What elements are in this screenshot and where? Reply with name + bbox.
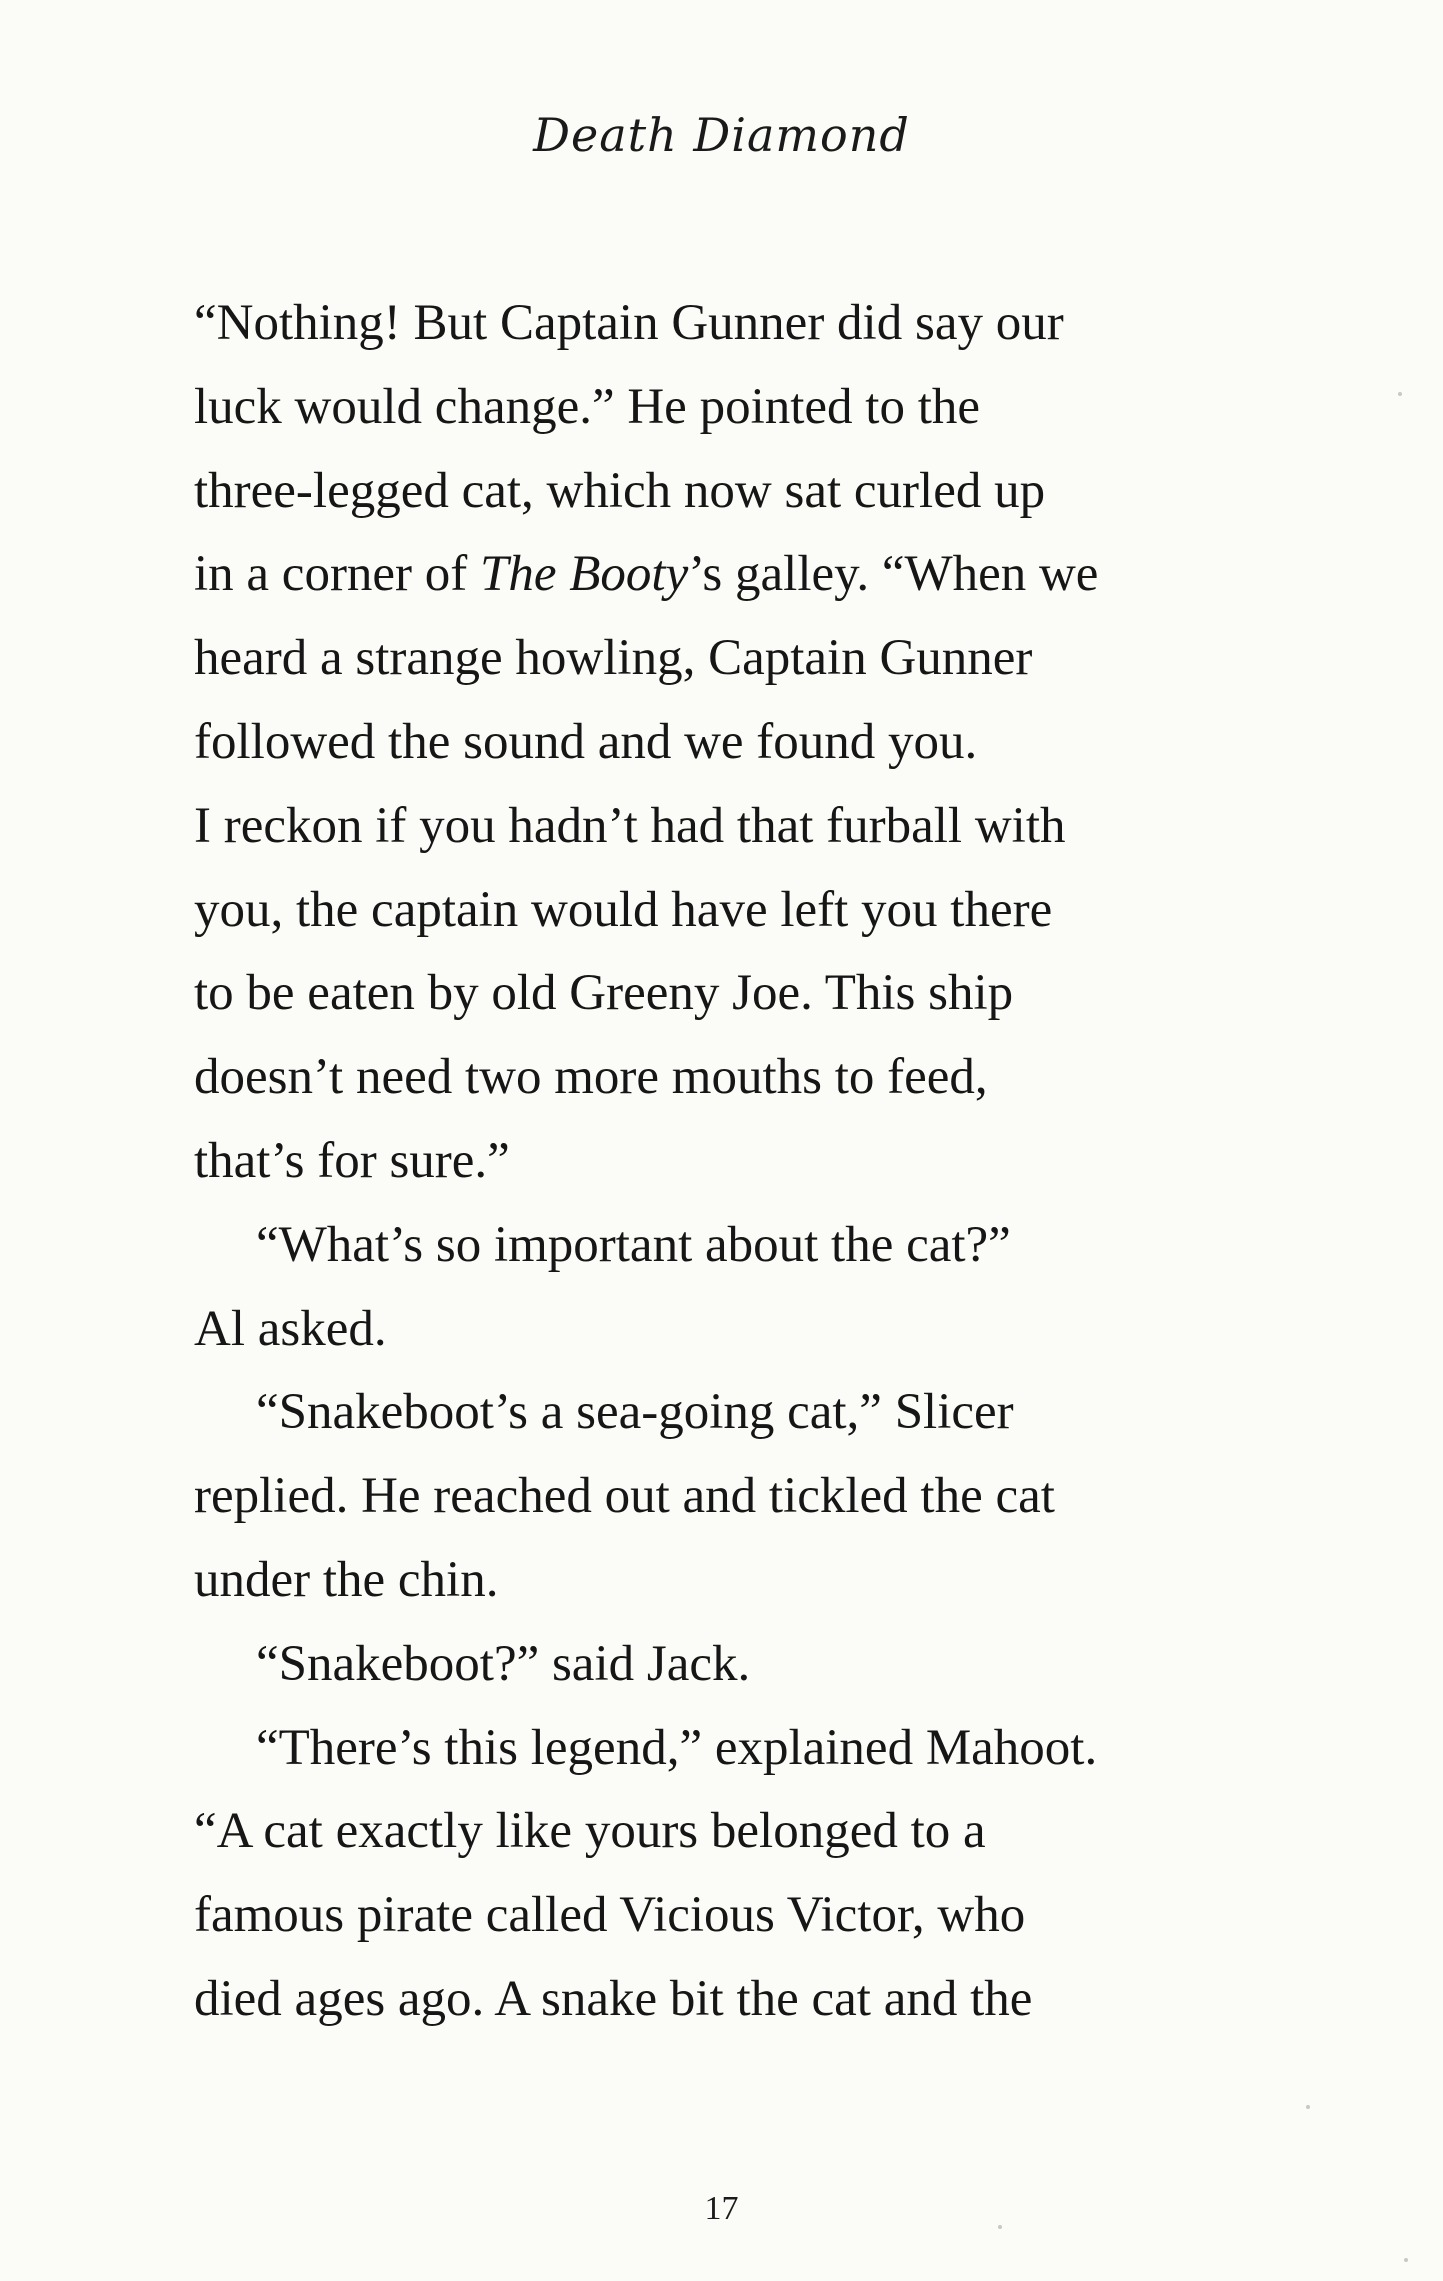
text-line: replied. He reached out and tickled the cat (194, 1468, 1055, 1525)
text-line: doesn’t need two more mouths to feed, (194, 1049, 988, 1106)
text-segment: in a corner of (194, 546, 481, 603)
text-line: “A cat exactly like yours belonged to a (194, 1803, 986, 1860)
text-line: I reckon if you hadn’t had that furball with (194, 797, 1066, 854)
text-line: you, the captain would have left you there (194, 881, 1053, 938)
text-line: Al asked. (194, 1300, 387, 1357)
paragraph (194, 1707, 1284, 2042)
paragraph (194, 282, 1284, 1204)
text-line: “Snakeboot’s a sea-going cat,” Slicer (256, 1384, 1014, 1441)
paragraph (194, 1371, 1284, 1622)
text-line: under the chin. (194, 1551, 499, 1608)
text-line: that’s for sure.” (194, 1132, 510, 1189)
paper-speck (1398, 392, 1402, 396)
paper-speck (1306, 2105, 1310, 2109)
paragraph (194, 1204, 1284, 1372)
text-line: “What’s so important about the cat?” (256, 1216, 1011, 1273)
text-line: died ages ago. A snake bit the cat and the (194, 1970, 1033, 2027)
italic-title: The Booty (480, 546, 689, 603)
paper-speck (1404, 2258, 1408, 2262)
text-line: luck would change.” He pointed to the (194, 378, 981, 435)
running-title: Death Diamond (533, 108, 910, 162)
text-segment: ’s galley. “When we (688, 546, 1099, 603)
text-line: to be eaten by old Greeny Joe. This ship (194, 965, 1014, 1022)
page-number: 17 (704, 2190, 739, 2227)
text-line: three-legged cat, which now sat curled up (194, 462, 1046, 519)
text-line: “Snakeboot?” said Jack. (256, 1635, 751, 1692)
text-line: “There’s this legend,” explained Mahoot. (256, 1719, 1098, 1776)
body-text (194, 282, 1284, 2042)
text-line: followed the sound and we found you. (194, 713, 978, 770)
text-line (194, 533, 1284, 617)
text-line: famous pirate called Vicious Victor, who (194, 1887, 1026, 1944)
text-line: “Nothing! But Captain Gunner did say our (194, 295, 1064, 351)
text-line: heard a strange howling, Captain Gunner (194, 630, 1033, 687)
paragraph (194, 1623, 1284, 1707)
paper-speck (998, 2225, 1002, 2229)
